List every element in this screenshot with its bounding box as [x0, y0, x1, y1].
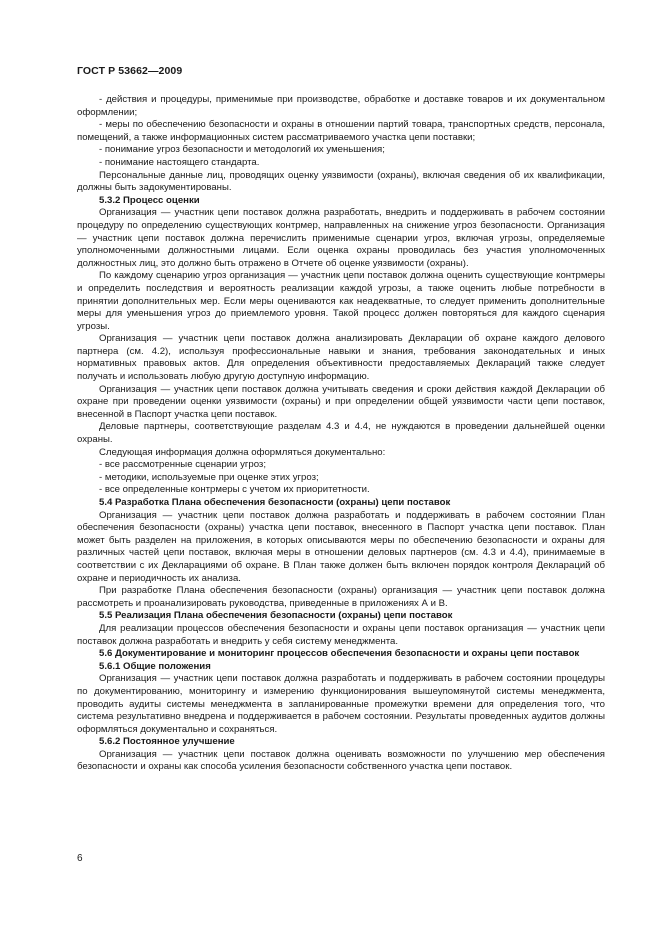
paragraph: Персональные данные лиц, проводящих оценку уязвимости (охраны), включая сведения об их квалификации, должны быть задокументированы.	[77, 169, 605, 194]
list-item: - методики, используемые при оценке этих угроз;	[99, 471, 319, 483]
page-number: 6	[77, 853, 83, 864]
paragraph: Организация — участник цепи поставок должна анализировать Декларации об охране каждого делового партнера (см. 4.2), используя профессиональные навыки и знания, требования законодательных и иных нормативных правовых актов. Для определения объективности предоставляемых Деклараций также следует получать и использовать любую другую доступную информацию.	[77, 333, 605, 383]
list-item: - меры по обеспечению безопасности и охраны в отношении партий товара, транспортных средств, персонала, помещений, а также информационных систем рассматриваемого участка цепи поставки;	[77, 119, 605, 143]
paragraph: Организация — участник цепи поставок должна учитывать сведения и сроки действия каждой Декларации об охране при проведении оценки уязвимости (охраны) и при определении общей уязвимости части цепи поставок, внесенной в Паспорт участка цепи поставок.	[77, 383, 605, 420]
section-heading: 5.3.2 Процесс оценки	[99, 194, 200, 206]
paragraph: Организация — участник цепи поставок должна разработать и поддерживать в рабочем состоянии План обеспечения безопасности (охраны) участка цепи поставок, внесенного в Паспорт участка цепи поставок. План может быть разделен на приложения, в которых описываются меры по обеспечению безопасности и охраны для различных частей цепи поставок, включая меры в отношении деловых партнеров (см. 4.3 и 4.4), принимаемые в соответствии с их Декларациями об охране. В План также должен быть включен порядок контроля Деклараций об охране и периодичность их анализа.	[77, 509, 605, 584]
paragraph: По каждому сценарию угроз организация — участник цепи поставок должна оценить существующие контрмеры и определить последствия и вероятность реализации каждой угрозы, а также оценить любые потребности в принятии дополнительных мер. Если меры оцениваются как неадекватные, то следует применить дополнительные меры для уменьшения угроз до приемлемого уровня. Такой процесс должен повторяться для каждого сценария угрозы.	[77, 270, 605, 332]
list-item: - все определенные контрмеры с учетом их приоритетности.	[99, 484, 370, 496]
section-heading: 5.4 Разработка Плана обеспечения безопасности (охраны) цепи поставок	[99, 497, 451, 508]
section-heading: 5.6 Документирование и мониторинг процессов обеспечения безопасности и охраны цепи поставок	[99, 648, 580, 660]
section-heading: 5.6.1 Общие положения	[99, 660, 211, 672]
paragraph: Следующая информация должна оформляться документально:	[99, 446, 386, 458]
paragraph: Организация — участник цепи поставок должна оценивать возможности по улучшению мер обеспечения безопасности и охраны как способа усиления безопасности собственного участка цепи поставок.	[77, 748, 605, 773]
list-item: - все рассмотренные сценарии угроз;	[99, 459, 266, 471]
paragraph: Организация — участник цепи поставок должна разработать и поддерживать в рабочем состоянии процедуры по документированию, мониторингу и измерению функционирования вышеупомянутой системы менеджмента, проводить аудиты системы менеджмента в запланированные промежутки времени для определения того, что система результативно внедрена и поддерживается в рабочем состоянии. Результаты проведенных аудитов должны оформляться документально и сохраняться.	[77, 673, 605, 735]
document-header: ГОСТ Р 53662—2009	[77, 65, 183, 77]
list-item: - действия и процедуры, применимые при производстве, обработке и доставке товаров и их документальном оформлении;	[77, 94, 605, 118]
section-heading: 5.5 Реализация Плана обеспечения безопасности (охраны) цепи поставок	[99, 610, 453, 622]
paragraph: Организация — участник цепи поставок должна разработать, внедрить и поддерживать в рабочем состоянии процедуру по определению существующих контрмер, направленных на снижение угроз безопасности. Организация — участник цепи поставок должна перечислить применимые сценарии угроз, включая угрозы, определяемые уполномоченными должностными лицами. Если оценка охраны проводилась без участия уполномоченных должностных лиц, это должно быть отражено в Отчете об оценке уязвимости (охраны).	[77, 207, 605, 269]
paragraph: Для реализации процессов обеспечения безопасности и охраны цепи поставок организация — участник цепи поставок должна разработать и внедрить у себя систему менеджмента.	[77, 622, 605, 647]
list-item: - понимание настоящего стандарта.	[99, 156, 260, 168]
list-item: - понимание угроз безопасности и методологий их уменьшения;	[99, 144, 385, 156]
paragraph: При разработке Плана обеспечения безопасности (охраны) организация — участник цепи поставок должна рассмотреть и проанализировать руководства, приведенные в приложениях А и В.	[77, 585, 605, 609]
document-body	[77, 94, 605, 774]
paragraph: Деловые партнеры, соответствующие разделам 4.3 и 4.4, не нуждаются в проведении дальнейшей оценки охраны.	[77, 421, 605, 446]
section-heading: 5.6.2 Постоянное улучшение	[99, 736, 235, 748]
